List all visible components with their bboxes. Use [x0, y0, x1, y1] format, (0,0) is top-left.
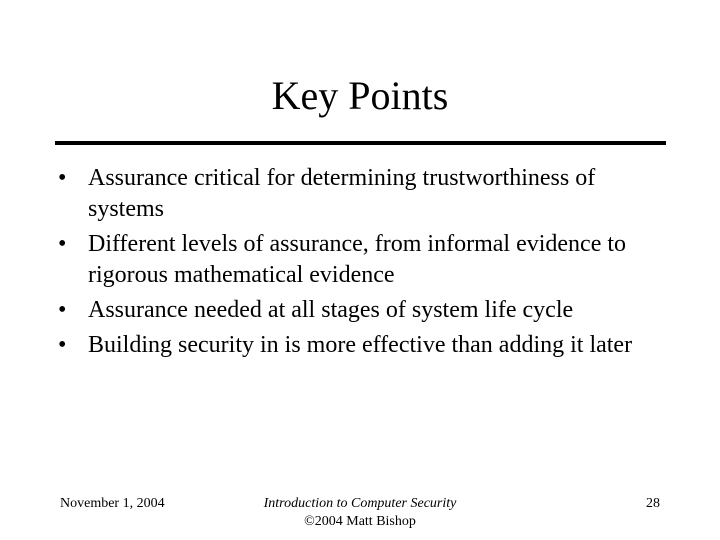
bullet-icon: •	[58, 332, 67, 358]
footer-date: November 1, 2004	[60, 496, 165, 511]
bullet-icon: •	[58, 165, 67, 191]
footer-course-title: Introduction to Computer Security	[263, 496, 457, 511]
title-divider	[55, 141, 666, 145]
bullet-icon: •	[58, 297, 67, 323]
bullet-item	[55, 163, 675, 225]
bullet-text: Building security in is more effective than adding it later	[88, 332, 633, 358]
bullet-text: Assurance needed at all stages of system life cycle	[88, 297, 574, 323]
bullet-list	[55, 163, 675, 365]
footer-copyright: ©2004 Matt Bishop	[304, 514, 416, 529]
bullet-text: Different levels of assurance, from informal evidence to rigorous mathematical evidence	[88, 231, 627, 288]
slide-title: Key Points	[271, 73, 449, 118]
bullet-text: Assurance critical for determining trustworthiness of systems	[88, 165, 596, 222]
bullet-item	[55, 229, 675, 291]
page-number: 28	[646, 496, 660, 511]
footer-center	[230, 495, 490, 531]
bullet-icon: •	[58, 231, 67, 257]
bullet-item	[55, 330, 675, 361]
bullet-item	[55, 295, 675, 326]
